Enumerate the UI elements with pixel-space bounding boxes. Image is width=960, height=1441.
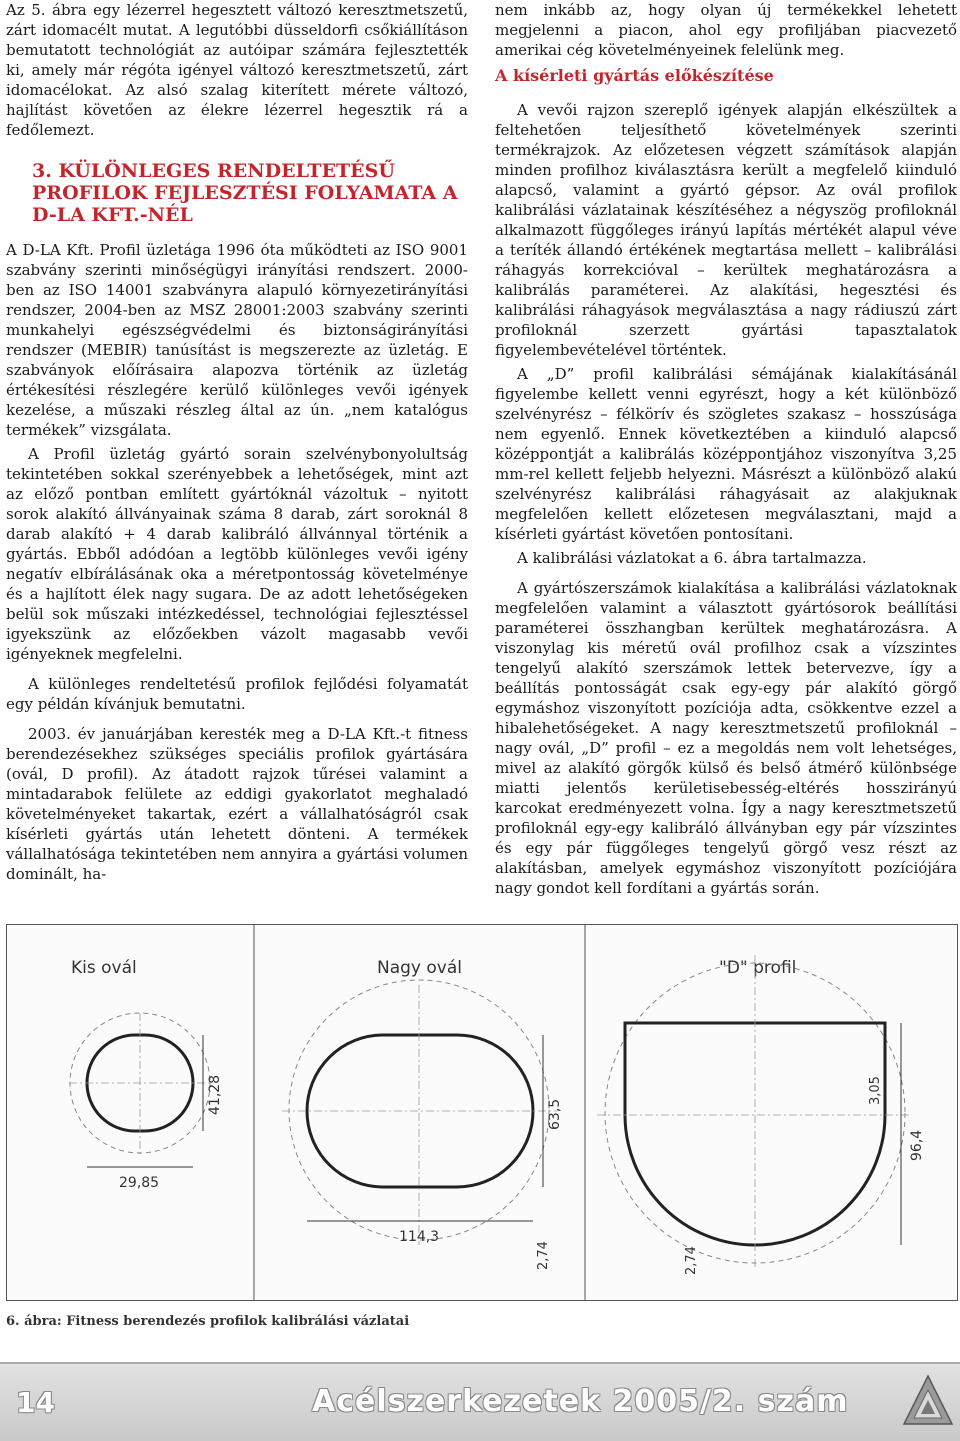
- dimension-label: 114,3: [399, 1229, 440, 1245]
- figure-calibration-sketches: [6, 924, 958, 1301]
- left-column: [6, 0, 468, 888]
- paragraph: 2003. év januárjában keresték meg a D-LA Kft.-t fitness berendezésekhez szükséges speciális profilok gyártására (ovál, D profil). Az átadott rajzok tűrései valamint a mintadarabok felülete az eddigi gyakorlatot meghaladó követelményeket takartak, ezért a vállalhatóságról csak kísérleti gyártás után lehetett dönteni. A termékek vállalhatósága tekintetében nem annyira a gyártási volumen dominált, ha-: [6, 725, 468, 883]
- figure-caption: 6. ábra: Fitness berendezés profilok kalibrálási vázlatai: [6, 1314, 410, 1329]
- paragraph: A vevői rajzon szereplő igények alapján elkészültek a feltehetően teljesíthető követelmények szerinti termékrajzok. Az előzetesen végzett számítások alapján minden profilhoz kiválasztásra került a megfelelő kiinduló alapcső, valamint a gyártó gépsor. Az ovál profilok kalibrálási vázlatainak készítéséhez a négyszög profiloknál alkalmazott függőleges irányú lapítás mértékét alapul véve a teríték állandó értékének megtartása mellett – kalibrálási ráhagyás korrekcióval – kerültek meghatározásra a kalibrálás paraméterei. Az alakítási, hegesztési és kalibrálási ráhagyások megválasztása a nagy rádiuszú zárt profiloknál szerzett gyártási tapasztalatok figyelembevételével történtek.: [495, 101, 957, 359]
- dimension-label: 41,28: [207, 1074, 223, 1115]
- journal-title: Acélszerkezetek 2005/2. szám: [312, 1384, 849, 1419]
- paragraph: A különleges rendeltetésű profilok fejlődési folyamatát egy példán kívánjuk bemutatni.: [6, 675, 468, 713]
- dimension-label: 2,74: [536, 1241, 551, 1270]
- big-oval-profile: [307, 1035, 533, 1187]
- paragraph: A kalibrálási vázlatokat a 6. ábra tartalmazza.: [517, 549, 867, 567]
- dimension-label: 96,4: [909, 1129, 925, 1161]
- small-oval-label: Kis ovál: [71, 958, 137, 978]
- calibration-drawing: [7, 925, 957, 1300]
- d-profile-label: "D" profil: [719, 958, 797, 978]
- page-number: 14: [16, 1386, 55, 1419]
- page-footer: [0, 1362, 960, 1441]
- paragraph: A D-LA Kft. Profil üzletága 1996 óta működteti az ISO 9001 szabvány szerinti minőségügyi irányítási rendszert. 2000-ben az ISO 14001 szabványra alapuló környezetirányítási rendszer, 2004-ben az MSZ 28001:2003 szabvány szerinti munkahelyi egészségvédelmi és biztonságirányítási rendszer (MEBIR) tanúsítást is megszerezte az üzletág. E szabványok előírásaira alapozva történik az üzletág értékesítési részlegére kerülő különleges vevői igények kezelése, a műszaki részleg által az ún. „nem katalógus termékek” vizsgálata.: [6, 241, 468, 439]
- dimension-label: 29,85: [119, 1175, 160, 1191]
- dimension-label: 2,74: [684, 1246, 699, 1275]
- right-column: [495, 0, 957, 902]
- paragraph: Az 5. ábra egy lézerrel hegesztett változó keresztmetszetű, zárt idomacélt mutat. A legutóbbi düsseldorfi csőkiállításon bemutatott technológiát az autóipar számára fejlesztették ki, amely már régóta igényel változó keresztmetszetű, zárt idomacélokat. Az alsó szalag kiterített mérete változó, hajlítást követően az élekre lézerrel hegesztik rá a fedőlemezt.: [6, 1, 468, 139]
- big-oval-label: Nagy ovál: [377, 958, 462, 978]
- section-title: 3. KÜLÖNLEGES RENDELTETÉSŰ PROFILOK FEJLESZTÉSI FOLYAMATA A D-LA KFT.-NÉL: [32, 160, 458, 226]
- paragraph: nem inkább az, hogy olyan új termékekkel lehetett megjelenni a piacon, ahol egy profiljában piacvezető amerikai cég követelményeinek felelünk meg.: [495, 1, 957, 59]
- dimension-label: 3,05: [868, 1076, 883, 1105]
- dimension-label: 63,5: [547, 1098, 563, 1130]
- paragraph: A gyártószerszámok kialakítása a kalibrálási vázlatoknak megfelelően valamint a választott gyártósorok beállítási paraméterei összhangban kerültek meghatározásra. A viszonylag kis méretű ovál profilhoz csak a vízszintes tengelyű alakító szerszámok lettek betervezve, így a beállítás pontosságát csak egy-egy pár alakító görgő egymáshoz viszonyított pozíciója adta, csökkentve ezzel a hibalehetőségeket. A nagy keresztmetszetű profiloknál – nagy ovál, „D” profil – ez a megoldás nem volt lehetséges, mivel az alakító görgők külső és belső átmérő különbsége miatti jelentős kerületisebesség-eltérés hosszirányú karcokat eredményezett volna. Így a nagy keresztmetszetű profiloknál egy-egy kalibráló állványban egy pár vízszintes és egy pár függőleges tengelyű görgő vesz részt az alakításban, amelyek egymáshoz viszonyított pozíciójára nagy gondot kell fordítani a gyártás során.: [495, 579, 957, 897]
- publisher-logo-icon: [900, 1372, 956, 1432]
- paragraph: A „D” profil kalibrálási sémájának kialakításánál figyelembe kellett venni egyrészt, hogy a két különböző szelvényrész – félkörív és szögletes szakasz – hosszúsága nem egyenlő. Ennek következtében a kiinduló alapcső középpontját a kalibrálás középpontjához viszonyítva 3,25 mm-rel kellett feljebb helyezni. Másrészt a különböző alakú szelvényrész kalibrálási ráhagyásait az alakjuknak megfelelően kellett előzetesen megválasztani, majd a kísérleti gyártást követően pontosítani.: [495, 365, 957, 543]
- paragraph: A Profil üzletág gyártó sorain szelvénybonyolultság tekintetében sokkal szerényebbek a lehetőségek, mint azt az előző pontban említett gyártóknál vázoltuk – nyitott sorok alakító állványainak száma 8 darab, zárt soroknál 8 darab alakító + 4 darab kalibráló állvánnyal történik a gyártás. Ebből adódóan a legtöbb különleges vevői igény negatív elbírálásának oka a méretpontosság követelménye és a hajlított élek nagy sugara. De az adott lehetőségeken belül sok műszaki intézkedéssel, technológiai fejlesztéssel igyekszünk az előzőekben vázolt magasabb vevői igényeknek megfelelni.: [6, 445, 468, 663]
- subsection-title: A kísérleti gyártás előkészítése: [495, 66, 774, 85]
